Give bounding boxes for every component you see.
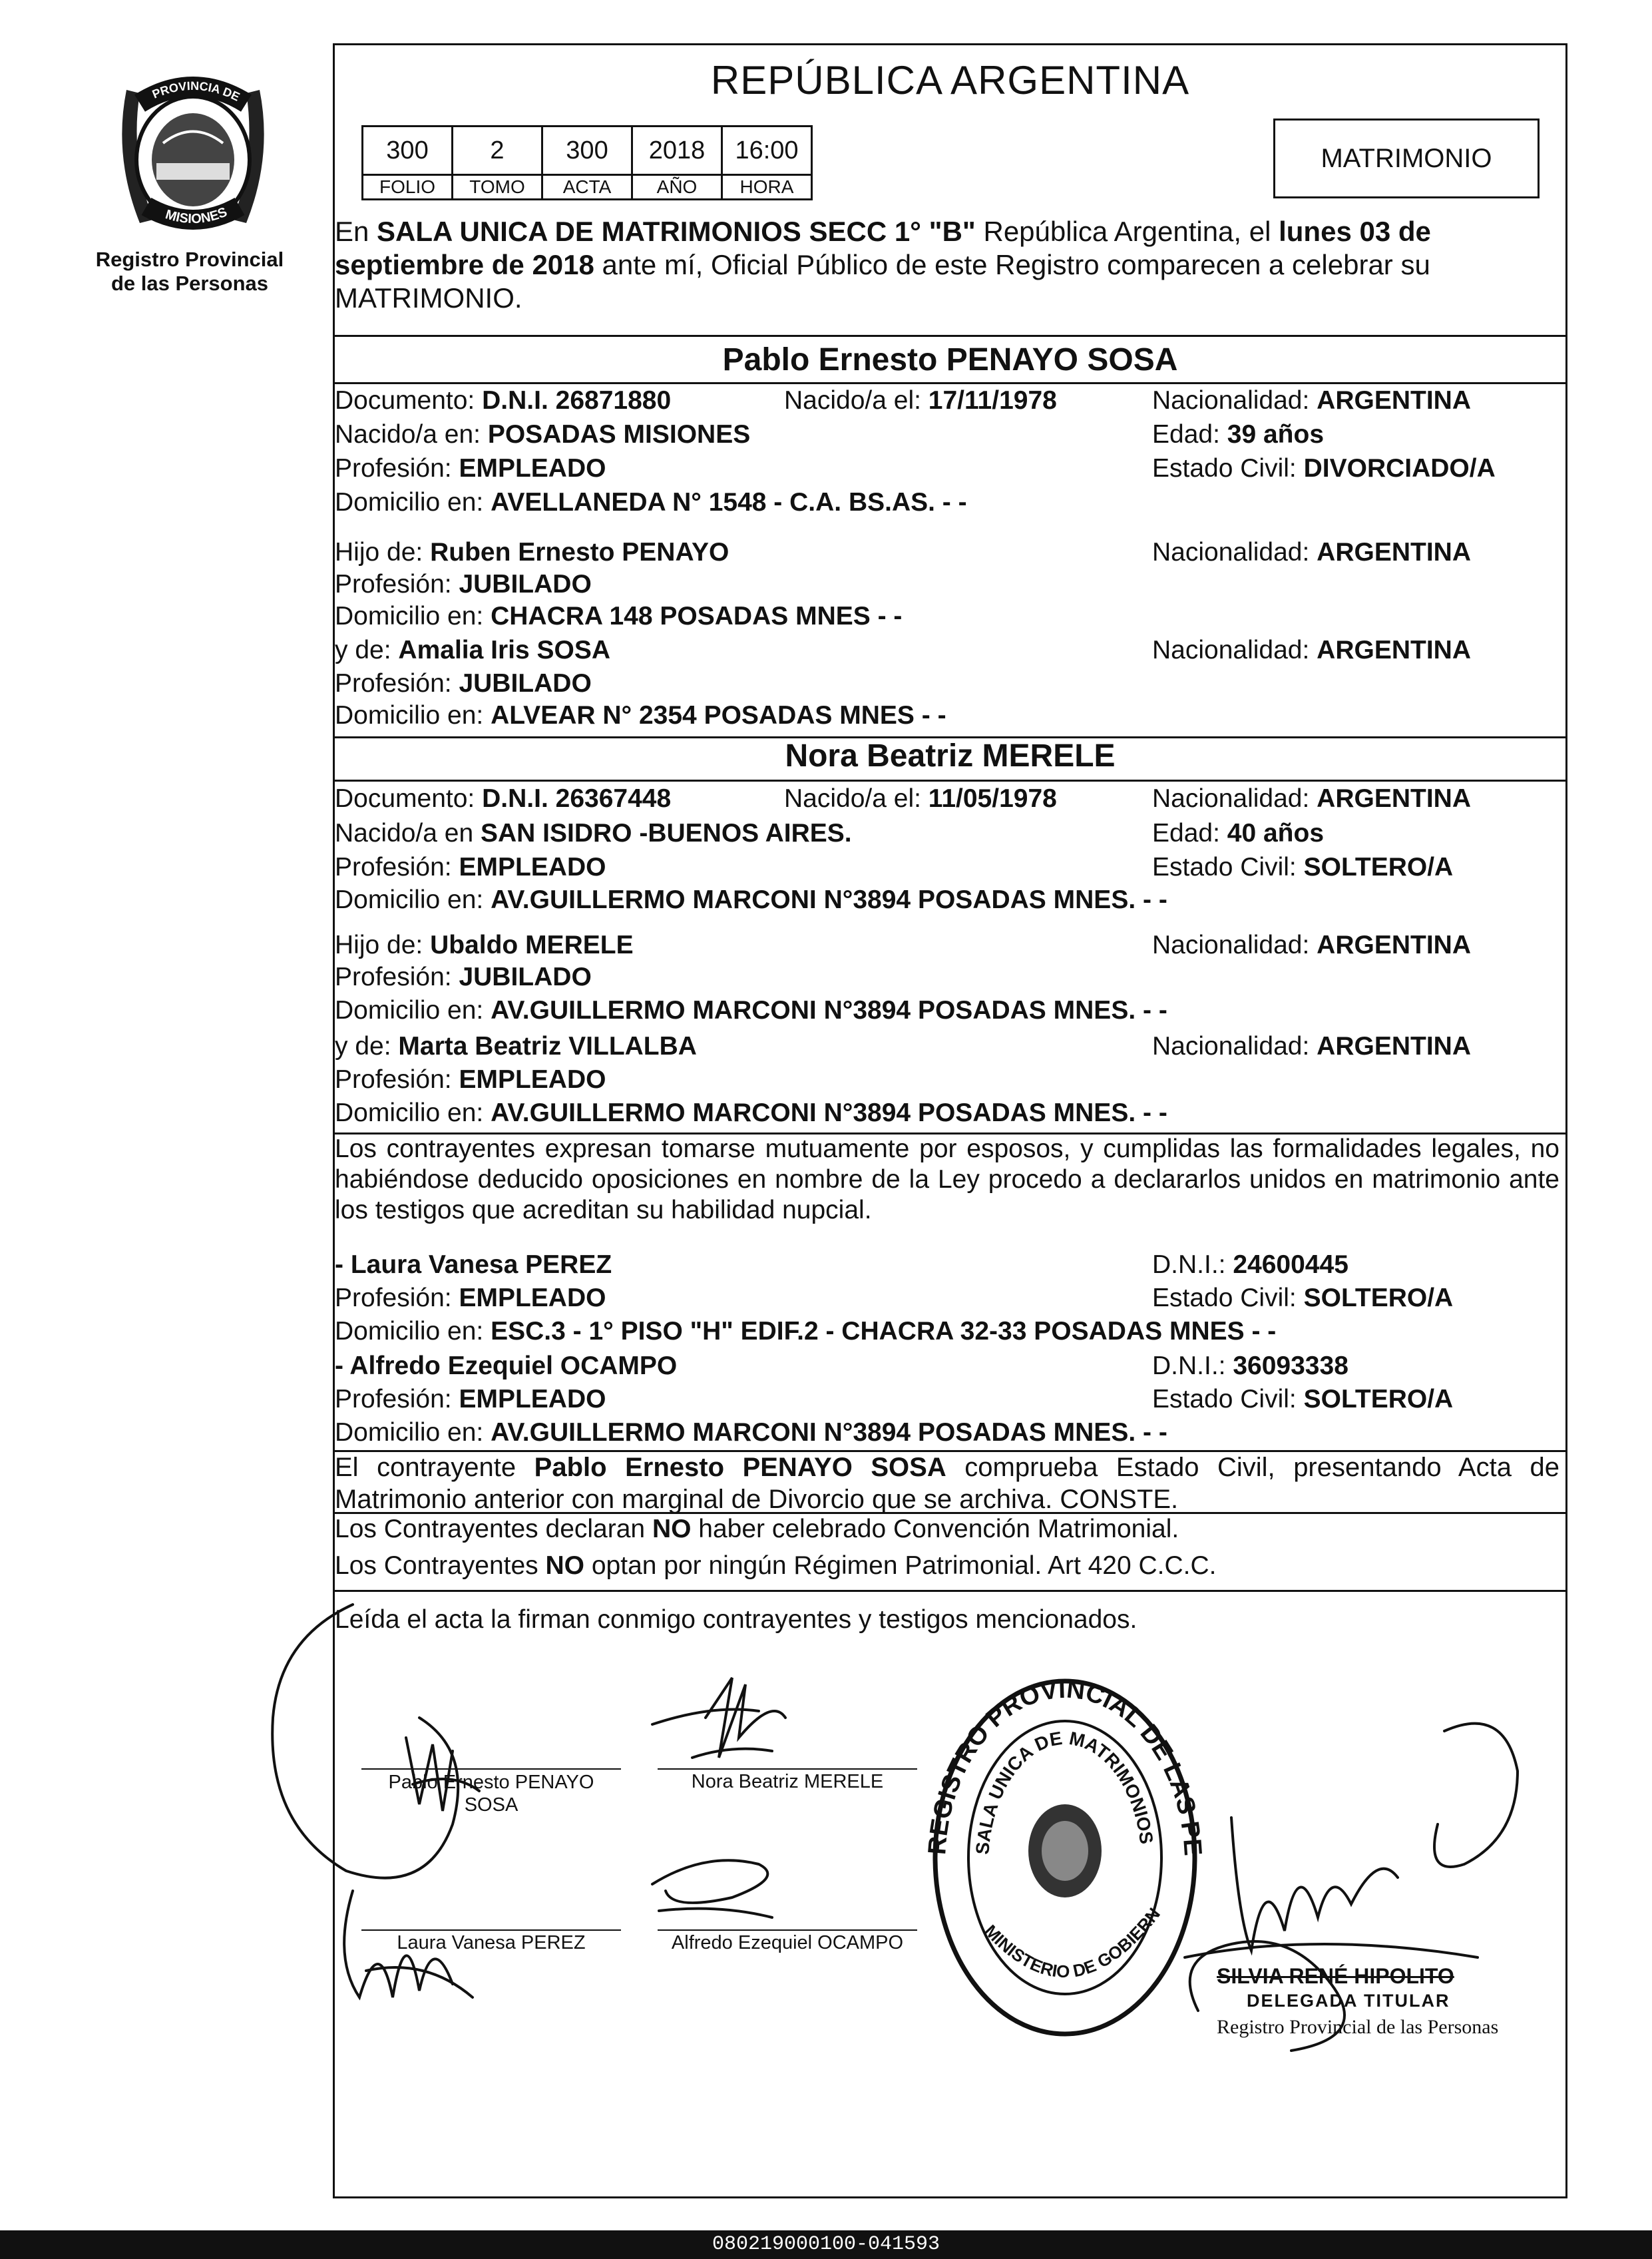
spouse2-mother-address: Domicilio en: AV.GUILLERMO MARCONI N°3894 POSADAS MNES. - - [335,1099,1167,1127]
folio-value: 300 [363,126,453,175]
signature-caption-witness1: Laura Vanesa PEREZ [397,1932,586,1953]
witness1-dni: D.N.I.: 24600445 [1152,1250,1348,1279]
acta-value: 300 [542,126,632,175]
divider [335,335,1565,337]
spouse1-address: Domicilio en: AVELLANEDA N° 1548 - C.A. BS.AS. - - [335,488,967,517]
spouse1-birthplace: Nacido/a en: POSADAS MISIONES [335,420,751,449]
misiones-crest-icon [100,63,286,250]
spouse1-mother-nationality: Nacionalidad: ARGENTINA [1152,636,1472,664]
spouse2-mother: y de: Marta Beatriz VILLALBA [335,1032,697,1061]
officer-org: Registro Provincial de las Personas [1217,2016,1499,2038]
convention-line-1: Los Contrayentes declaran NO haber celebrado Convención Matrimonial. [335,1515,1179,1543]
witness1-address: Domicilio en: ESC.3 - 1° PISO "H" EDIF.2 - CHACRA 32-33 POSADAS MNES - - [335,1317,1277,1346]
spouse1-father-profession: Profesión: JUBILADO [335,570,592,599]
logo-caption-2: de las Personas [110,272,269,295]
spouse1-age: Edad: 39 años [1152,420,1325,449]
office-name: SALA UNICA DE MATRIMONIOS SECC 1° "B" [377,216,976,247]
signature-caption-witness2: Alfredo Ezequiel OCAMPO [671,1932,904,1953]
spouse1-mother-address: Domicilio en: ALVEAR N° 2354 POSADAS MNES - - [335,701,946,730]
svg-text:REGISTRO PROVINCIAL DE LAS PER: REGISTRO PROVINCIAL DE LAS PE [925,1675,1205,1857]
witness1-name: - Laura Vanesa PEREZ [335,1250,612,1279]
spouse1-marital-status: Estado Civil: DIVORCIADO/A [1152,454,1496,483]
logo-caption-1: Registro Provincial [95,248,284,271]
register-table [361,125,813,200]
spouse1-father: Hijo de: Ruben Ernesto PENAYO [335,538,729,567]
spouse1-mother: y de: Amalia Iris SOSA [335,636,611,664]
page-title: REPÚBLICA ARGENTINA [710,58,1190,103]
hora-value: 16:00 [722,126,812,175]
witness2-address: Domicilio en: AV.GUILLERMO MARCONI N°3894 POSADAS MNES. - - [335,1418,1167,1447]
spouse2-documento: Documento: D.N.I. 26367448 [335,784,672,813]
document-barcode: 080219000100-041593 [0,2230,1652,2259]
spouse1-profession: Profesión: EMPLEADO [335,454,606,483]
spouse1-name: Pablo Ernesto PENAYO SOSA [722,342,1178,377]
spouse1-birthdate: Nacido/a el: 17/11/1978 [784,386,1057,415]
witness2-profession: Profesión: EMPLEADO [335,1385,606,1413]
divider [335,1512,1565,1514]
province-logo [100,63,286,250]
spouse1-father-nationality: Nacionalidad: ARGENTINA [1152,538,1472,567]
spouse2-father: Hijo de: Ubaldo MERELE [335,931,634,959]
tomo-value: 2 [453,126,542,175]
spouse2-birthdate: Nacido/a el: 11/05/1978 [784,784,1057,813]
spouse2-nationality: Nacionalidad: ARGENTINA [1152,784,1472,813]
svg-text:MINISTERIO DE GOBIERNO: MINISTERIO DE GOBIERN [980,1903,1164,1982]
spouse1-father-address: Domicilio en: CHACRA 148 POSADAS MNES - - [335,602,903,630]
acta-label: ACTA [542,175,632,200]
hora-label: HORA [722,175,812,200]
divider [335,382,1565,384]
spouse2-mother-nationality: Nacionalidad: ARGENTINA [1152,1032,1472,1061]
logo-ribbon-text: MISIONES [163,204,230,227]
spouse2-age: Edad: 40 años [1152,819,1325,848]
signature-caption-spouse1: Pablo Ernesto PENAYO SOSA [388,1772,594,1816]
spouse1-mother-profession: Profesión: JUBILADO [335,669,592,698]
act-type-box: MATRIMONIO [1273,119,1540,198]
witness1-profession: Profesión: EMPLEADO [335,1284,606,1312]
handwritten-signatures [253,1585,1584,2064]
closing-text: Leída el acta la firman conmigo contrayentes y testigos mencionados. [335,1605,1137,1634]
spouse2-mother-profession: Profesión: EMPLEADO [335,1065,606,1094]
anio-value: 2018 [632,126,722,175]
spouse1-documento: Documento: D.N.I. 26871880 [335,386,672,415]
logo-arc-text: PROVINCIA DE [150,79,242,104]
intro-paragraph: En SALA UNICA DE MATRIMONIOS SECC 1° "B" República Argentina, el lunes 03 de septiembre de 2018 ante mí, Oficial Público de este Registro comparecen a celebrar su MATRIMONIO. [335,216,1431,314]
witness2-dni: D.N.I.: 36093338 [1152,1352,1348,1380]
officer-name: SILVIA RENÉ HIPOLITO [1217,1964,1454,1988]
spouse2-profession: Profesión: EMPLEADO [335,853,606,881]
spouse2-address: Domicilio en: AV.GUILLERMO MARCONI N°3894 POSADAS MNES. - - [335,885,1167,914]
spouse2-father-profession: Profesión: JUBILADO [335,963,592,991]
officer-title: DELEGADA TITULAR [1247,1991,1450,2011]
witness2-marital-status: Estado Civil: SOLTERO/A [1152,1385,1454,1413]
folio-label: FOLIO [363,175,453,200]
declaration-text: Los contrayentes expresan tomarse mutuamente por esposos, y cumplidas las formalidades legales, no habiéndose deducido oposiciones en nombre de la Ley procedo a declararlos unidos en matrimonio ante los testigos que acreditan su habilidad nupcial. [335,1134,1559,1224]
divider [335,780,1565,782]
spouse2-name: Nora Beatriz MERELE [785,738,1116,774]
spouse2-father-nationality: Nacionalidad: ARGENTINA [1152,931,1472,959]
witness2-name: - Alfredo Ezequiel OCAMPO [335,1352,678,1380]
signature-caption-spouse2: Nora Beatriz MERELE [691,1771,884,1792]
civil-status-note: El contrayente Pablo Ernesto PENAYO SOSA comprueba Estado Civil, presentando Acta de Matrimonio anterior con marginal de Divorcio que se archiva. CONSTE. [335,1453,1559,1514]
spouse2-marital-status: Estado Civil: SOLTERO/A [1152,853,1454,881]
spouse2-father-address: Domicilio en: AV.GUILLERMO MARCONI N°3894 POSADAS MNES. - - [335,996,1167,1025]
svg-text:SALA UNICA DE MATRIMONIOS: SALA UNICA DE MATRIMONIOS [972,1727,1157,1856]
tomo-label: TOMO [453,175,542,200]
spouse2-birthplace: Nacido/a en SAN ISIDRO -BUENOS AIRES. [335,819,852,848]
spouse1-nationality: Nacionalidad: ARGENTINA [1152,386,1472,415]
convention-line-2: Los Contrayentes NO optan por ningún Régimen Patrimonial. Art 420 C.C.C. [335,1551,1217,1580]
witness1-marital-status: Estado Civil: SOLTERO/A [1152,1284,1454,1312]
anio-label: AÑO [632,175,722,200]
